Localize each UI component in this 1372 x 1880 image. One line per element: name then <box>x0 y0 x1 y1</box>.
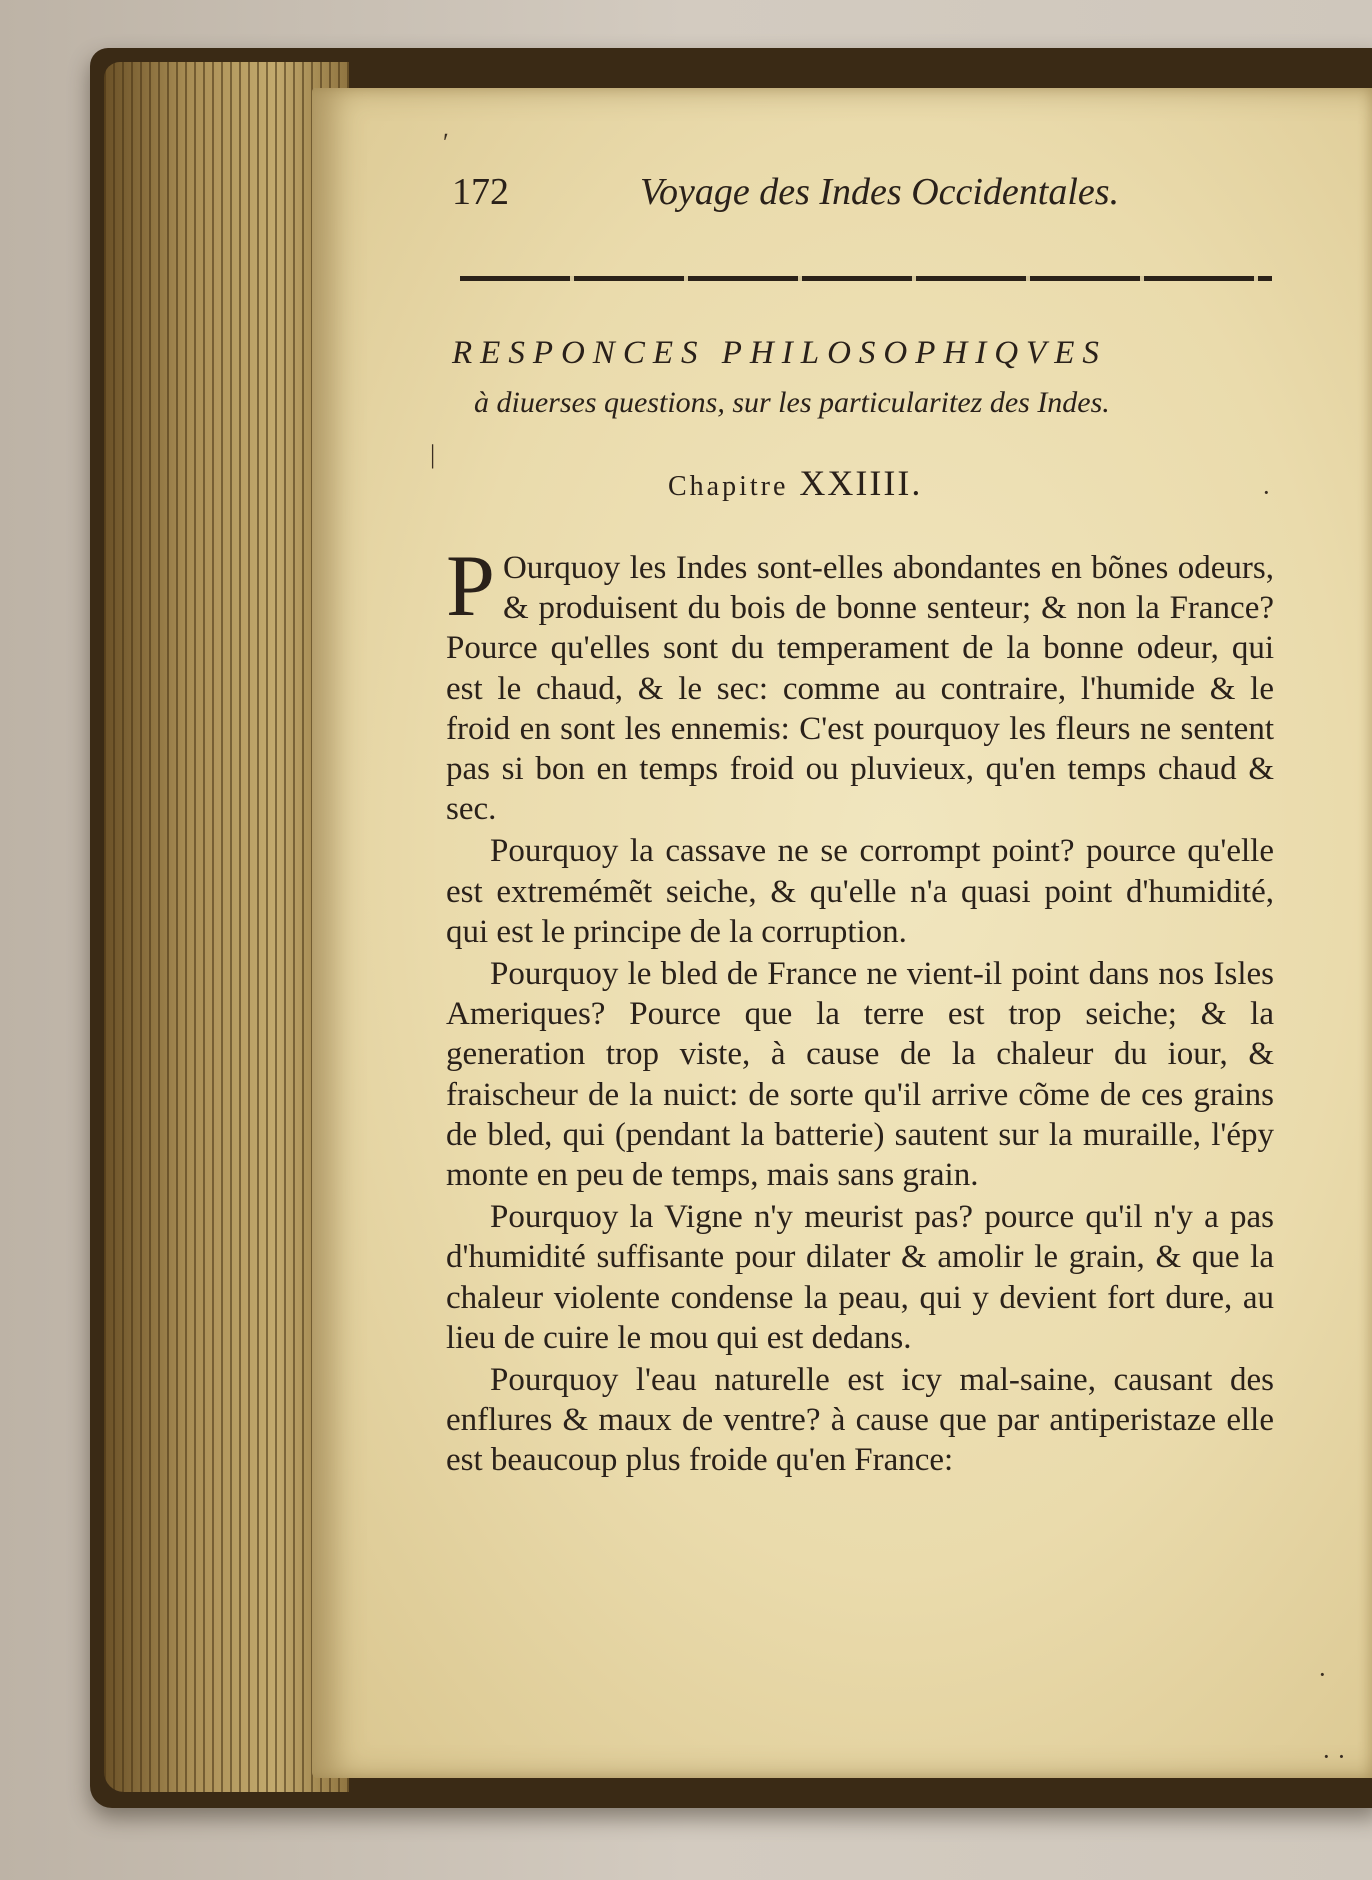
paragraph <box>446 831 1274 952</box>
ink-speck: · <box>1318 1660 1327 1689</box>
chapter-number: XXIIII. <box>799 463 923 503</box>
paragraph-text: Pourquoy le bled de France ne vient-il point dans nos Isles Ameriques? Pource que la terre est trop seiche; & la generation trop viste, à cause de la chaleur du iour, & fraischeur de la nuict: de sorte qu'il arrive cõme de ces grains de bled, qui (pendant la batterie) sautent sur la muraille, l'épy monte en peu de temps, mais sans grain. <box>446 956 1274 1194</box>
section-subtitle: à diuerses questions, sur les particularitez des Indes. <box>474 386 1110 419</box>
paragraph-text: Pourquoy la Vigne n'y meurist pas? pource qu'il n'y a pas d'humidité suffisante pour dilater & amolir le grain, & que la chaleur violente condense la peau, qui y devient fort dure, au lieu de cuire le mou qui est dedans. <box>446 1199 1274 1356</box>
body-text <box>446 538 1274 1483</box>
paragraph-text: Pourquoy la cassave ne se corrompt point? pource qu'elle est extremémẽt seiche, & qu'elle n'a quasi point d'humidité, qui est le principe de la corruption. <box>446 833 1274 950</box>
paragraph <box>446 538 1274 829</box>
paragraph-text: Pourquoy l'eau naturelle est icy mal-saine, causant des enflures & maux de ventre? à cause que par antiperistaze elle est beaucoup plus froide qu'en France: <box>446 1362 1274 1479</box>
section-title: RESPONCES PHILOSOPHIQVES <box>452 335 1107 371</box>
paragraph <box>446 954 1274 1195</box>
chapter-label: Chapitre <box>668 471 789 502</box>
ink-speck: · <box>1262 478 1271 507</box>
running-title: Voyage des Indes Occidentales. <box>640 171 1120 213</box>
paragraph <box>446 1197 1274 1358</box>
page-number: 172 <box>452 171 509 213</box>
paragraph <box>446 1360 1274 1481</box>
drop-cap: P <box>446 538 495 635</box>
chapter-heading <box>668 462 922 504</box>
ink-speck: | <box>430 440 436 469</box>
page-header <box>452 170 1120 220</box>
paragraph-text: Ourquoy les Indes sont-elles abondantes en bõnes odeurs, & produisent du bois de bonne senteur; & non la France? Pource qu'elles sont du temperament de la bonne odeur, qui est le chaud, & le sec: comme au contraire, l'humide & le froid en sont les ennemis: C'est pourquoy les fleurs ne sentent pas si bon en temps froid ou pluvieux, qu'en temps chaud & sec. <box>446 550 1274 828</box>
ink-speck: ʹ <box>443 128 449 157</box>
ink-speck: · · <box>1322 1742 1346 1771</box>
ornamental-rule <box>460 276 1272 281</box>
